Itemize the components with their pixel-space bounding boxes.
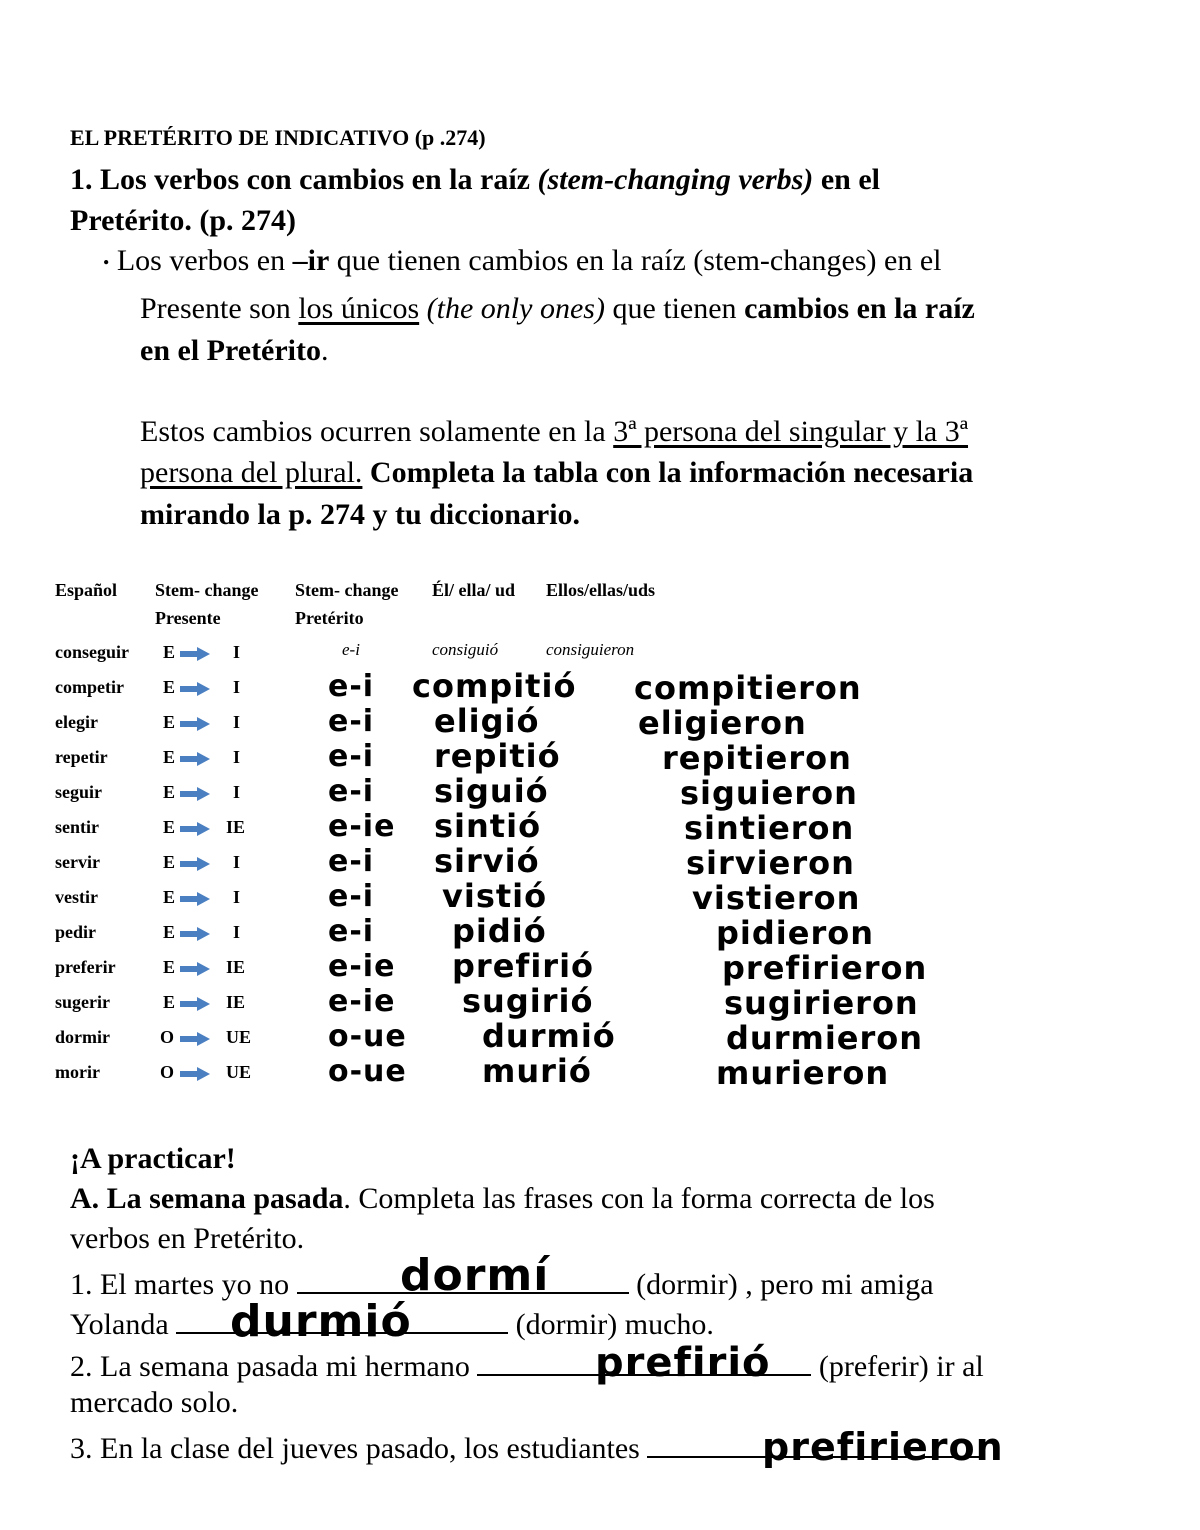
bullet-l3-dot: . (321, 334, 329, 367)
handwritten-el-form: sugirió (462, 982, 594, 1020)
handwritten-ellos-form: sintieron (684, 809, 855, 847)
arrow-right-icon (179, 926, 211, 942)
handwritten-change: e-i (328, 669, 375, 704)
para2-l2-b: Completa la tabla con la información necesaria (362, 456, 974, 489)
header-espanol: Español (55, 580, 118, 600)
verb-pedir: pedir (55, 922, 97, 942)
header-ellos: Ellos/ellas/uds (546, 580, 656, 600)
handwritten-el-form: repitió (434, 737, 561, 775)
header-el-ella: Él/ ella/ ud (432, 580, 516, 600)
change-to: I (233, 642, 241, 662)
handwritten-change: o-ue (328, 1019, 407, 1054)
practice-a-line2: verbos en Pretérito. (70, 1222, 305, 1255)
para2-l1-b: 3ª persona del singular y la 3ª (613, 415, 969, 448)
arrow-right-icon (179, 996, 211, 1012)
section-heading-c: en el (820, 163, 880, 196)
bullet-l2-b: los únicos (298, 292, 420, 325)
handwritten-ellos-form: repitieron (662, 739, 852, 777)
verb-sugerir: sugerir (55, 992, 110, 1012)
section-heading-line2: Pretérito. (p. 274) (70, 204, 297, 237)
change-from: E (163, 922, 176, 942)
arrow-right-icon (179, 646, 211, 662)
bullet-line-2 (140, 292, 975, 326)
section-heading-a: 1. Los verbos con cambios en la raíz (70, 163, 530, 196)
handwritten-ellos-form: eligieron (638, 704, 807, 742)
verb-conseguir: conseguir (55, 642, 129, 662)
handwritten-change: e-i (328, 704, 375, 739)
verb-sentir: sentir (55, 817, 99, 837)
sentence-1-a: 1. El martes yo no (70, 1268, 297, 1301)
sentence-2-a: 2. La semana pasada mi hermano (70, 1350, 478, 1383)
page-title: EL PRETÉRITO DE INDICATIVO (p .274) (70, 125, 486, 150)
handwritten-ellos-form: prefirieron (722, 949, 928, 987)
handwritten-change: e-i (328, 844, 375, 879)
change-to: I (233, 677, 241, 697)
change-from: O (160, 1062, 175, 1082)
sentence-1-b: (dormir) , pero mi amiga (628, 1268, 934, 1301)
bullet-text-b: –ir (292, 244, 330, 277)
bullet-line-1 (103, 244, 942, 278)
change-from: E (163, 992, 176, 1012)
handwritten-change: e-ie (328, 809, 396, 844)
handwritten-ellos-form: sirvieron (686, 844, 855, 882)
change-to: UE (226, 1027, 252, 1047)
handwritten-el-form: prefirió (452, 947, 595, 985)
verb-repetir: repetir (55, 747, 108, 767)
example-change: e-i (342, 640, 360, 659)
handwritten-answer-4: prefirieron (762, 1425, 1004, 1469)
handwritten-change: e-i (328, 739, 375, 774)
handwritten-el-form: siguió (434, 772, 549, 810)
change-to: IE (226, 817, 246, 837)
change-to: I (233, 782, 241, 802)
handwritten-change: e-i (328, 879, 375, 914)
bullet-l2-a: Presente son (140, 292, 299, 325)
handwritten-ellos-form: compitieron (634, 669, 862, 707)
change-from: E (163, 817, 176, 837)
section-heading-b: (stem-changing verbs) (537, 163, 814, 196)
handwritten-ellos-form: vistieron (692, 879, 861, 917)
subheader-preterito: Pretérito (295, 608, 364, 628)
change-to: I (233, 887, 241, 907)
handwritten-el-form: durmió (482, 1017, 616, 1055)
change-from: O (160, 1027, 175, 1047)
change-to: I (233, 922, 241, 942)
change-to: IE (226, 992, 246, 1012)
handwritten-el-form: vistió (442, 877, 548, 915)
para2-line-1 (140, 415, 968, 449)
handwritten-answer-3: prefirió (595, 1340, 771, 1386)
change-to: UE (226, 1062, 252, 1082)
bullet-text-c: que tienen cambios en la raíz (stem-changes) en el (329, 244, 942, 277)
arrow-right-icon (179, 1066, 211, 1082)
sentence-3-a: 3. En la clase del jueves pasado, los estudiantes (70, 1432, 648, 1465)
handwritten-el-form: eligió (434, 702, 540, 740)
arrow-right-icon (179, 1031, 211, 1047)
handwritten-change: e-ie (328, 949, 396, 984)
change-from: E (163, 642, 176, 662)
bullet-text-a: Los verbos en (116, 244, 293, 277)
verb-vestir: vestir (55, 887, 98, 907)
handwritten-change: o-ue (328, 1054, 407, 1089)
bullet-dot: • (103, 252, 110, 273)
handwritten-ellos-form: siguieron (680, 774, 858, 812)
header-stem-preterito: Stem- change (295, 580, 399, 600)
para2-line-2 (140, 456, 973, 490)
change-from: E (163, 887, 176, 907)
change-from: E (163, 782, 176, 802)
para2-l1-a: Estos cambios ocurren solamente en la (140, 415, 614, 448)
practice-a-line1 (70, 1182, 935, 1216)
practice-a-rest: . Completa las frases con la forma correcta de los (343, 1182, 935, 1215)
handwritten-answer-2: durmió (230, 1296, 412, 1347)
subheader-presente: Presente (155, 608, 221, 628)
handwritten-change: e-i (328, 914, 375, 949)
header-stem-presente: Stem- change (155, 580, 259, 600)
sentence-2-b: (preferir) ir al (811, 1350, 984, 1383)
arrow-right-icon (179, 751, 211, 767)
verb-competir: competir (55, 677, 124, 697)
para2-l2-a: persona del plural. (140, 456, 363, 489)
arrow-right-icon (179, 786, 211, 802)
handwritten-change: e-ie (328, 984, 396, 1019)
arrow-right-icon (179, 961, 211, 977)
para2-line-3: mirando la p. 274 y tu diccionario. (140, 498, 581, 531)
verb-elegir: elegir (55, 712, 98, 732)
handwritten-el-form: pidió (452, 912, 547, 950)
sentence-2 (70, 1346, 984, 1384)
practice-a-label: A. La semana pasada (70, 1182, 344, 1215)
change-from: E (163, 957, 176, 977)
change-from: E (163, 852, 176, 872)
arrow-right-icon (179, 716, 211, 732)
arrow-right-icon (179, 821, 211, 837)
bullet-l2-d: que tienen (604, 292, 745, 325)
bullet-l2-c: (the only ones) (419, 292, 605, 325)
change-to: IE (226, 957, 246, 977)
example-ellos: consiguieron (546, 640, 635, 659)
change-to: I (233, 747, 241, 767)
verb-servir: servir (55, 852, 100, 872)
change-to: I (233, 852, 241, 872)
verb-seguir: seguir (55, 782, 102, 802)
verb-dormir: dormir (55, 1027, 110, 1047)
handwritten-el-form: murió (482, 1052, 592, 1090)
bullet-line-3 (140, 334, 329, 368)
verb-morir: morir (55, 1062, 100, 1082)
verb-preferir: preferir (55, 957, 116, 977)
handwritten-ellos-form: durmieron (726, 1019, 924, 1057)
change-from: E (163, 677, 176, 697)
example-el: consiguió (432, 640, 499, 659)
arrow-right-icon (179, 681, 211, 697)
handwritten-el-form: sintió (434, 807, 542, 845)
handwritten-el-form: sirvió (434, 842, 540, 880)
change-to: I (233, 712, 241, 732)
handwritten-ellos-form: murieron (716, 1054, 890, 1092)
handwritten-change: e-i (328, 774, 375, 809)
handwritten-ellos-form: sugirieron (724, 984, 919, 1022)
arrow-right-icon (179, 891, 211, 907)
bullet-l3: en el Pretérito (140, 334, 322, 367)
sentence-2-line2: mercado solo. (70, 1386, 239, 1419)
handwritten-answer-1: dormí (400, 1250, 550, 1301)
sentence-1-c: Yolanda (70, 1308, 177, 1341)
handwritten-el-form: compitió (412, 667, 577, 705)
handwritten-ellos-form: pidieron (716, 914, 874, 952)
change-from: E (163, 712, 176, 732)
change-from: E (163, 747, 176, 767)
sentence-1-d: (dormir) mucho. (508, 1308, 714, 1341)
practice-heading: ¡A practicar! (70, 1142, 236, 1175)
bullet-l2-e: cambios en la raíz (744, 292, 975, 325)
arrow-right-icon (179, 856, 211, 872)
section-heading (70, 163, 880, 197)
